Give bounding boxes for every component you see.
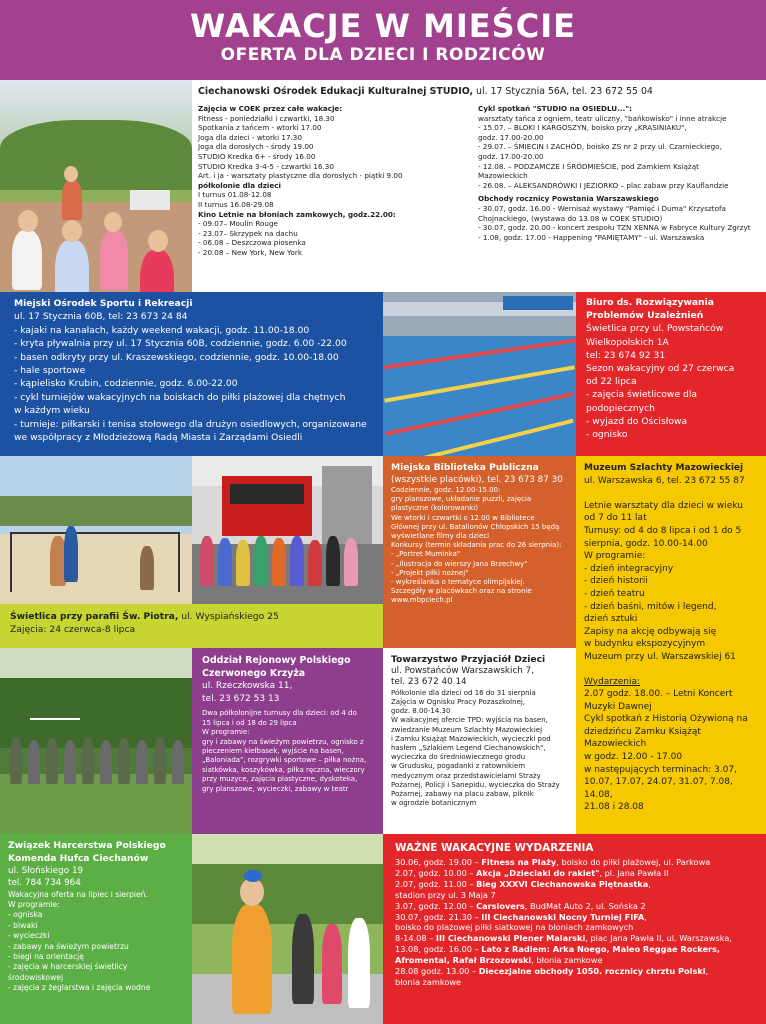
swietlica-header bbox=[10, 610, 375, 623]
event-item bbox=[395, 868, 760, 879]
obchody-list: - 30.07, godz. 16.00 - Wernisaż wystawy "Pamięć i Duma" Krzysztofa Chojnackiego, (wystawa do 13.08 w COEK STUDIO) - 30.07, godz. 20.00 - koncert zespołu TZN XENNA w Fabryce Kultury Zgrzyt - 1.08, godz. 17.00 - Happening "PAMIĘTAMY" - ul. Warszawska bbox=[478, 203, 751, 242]
swietlica-title: Świetlica przy parafii Św. Piotra, bbox=[10, 611, 179, 622]
event-item bbox=[395, 912, 760, 934]
zhp-list: Wakacyjna oferta na lipiec i sierpień. W programie: - ogniska - biwaki - wycieczki - zabawy na świeżym powietrzu - biegi na orientację - zajęcia w harcerskiej świetlicy środowiskowej - zajęcia z żeglarstwa i zajęcia wodne bbox=[8, 889, 151, 993]
event-date: 28.08 godz. 13.00 – bbox=[395, 966, 479, 977]
wazne-section bbox=[383, 834, 766, 1024]
studio-name: Ciechanowski Ośrodek Edukacji Kulturalnej STUDIO, bbox=[198, 86, 474, 97]
studio-header bbox=[198, 85, 758, 98]
pck-list: Dwa półkolonijne turnusy dla dzieci: od 4 do 15 lipca i od 18 do 29 lipca W programie: gry i zabawy na świeżym powietrzu, ognisko z pieczeniem kiełbasek, wyjście na basen, „Baloniada", rozgrywki sportowe – piłka nożna, siatkówka, koszykówka, piłka ręczna, wieczory przy muzyce, zajęcia plastyczne, dyskoteka, gry planszowe, wycieczki, zabawy w teatr bbox=[202, 709, 367, 793]
swietlica-dates: Zajęcia: 24 czerwca-8 lipca bbox=[10, 624, 136, 635]
kino-list: - 09.07– Moulin Rouge - 23.07– Skrzypek na dachu - 06.08 – Deszczowa piosenka - 20.08 – New York, New York bbox=[198, 219, 306, 257]
event-location: , boisko do plażowej piłki siatkowej na błoniach zamkowych bbox=[395, 911, 647, 933]
studio-classes-title: Zajęcia w COEK przez całe wakacje: bbox=[198, 104, 343, 113]
biblioteka-title: Miejska Biblioteka Publiczna bbox=[391, 462, 539, 473]
muzeum-title: Muzeum Szlachty Mazowieckiej bbox=[584, 463, 744, 473]
muzeum-list: ul. Warszawska 6, tel. 23 672 55 87 Letnie warsztaty dla dzieci w wieku od 7 do 11 lat Turnusy: od 4 do 8 lipca i od 1 do 5 sierpnia, godz. 10.00-14.00 W programie: - dzień integracyjny - dzień historii - dzień teatru - dzień baśni, mitów i legend, dzień sztuki Zapisy na akcję odbywają się w budynku ekspozycyjnym Muzeum przy ul. Warszawskiej 61 bbox=[584, 475, 745, 662]
polkolonie-title: półkolonie dla dzieci bbox=[198, 180, 281, 190]
zhp-title: Związek Harcerstwa Polskiego Komenda Hufca Ciechanów bbox=[8, 840, 166, 864]
obchody-title: Obchody rocznicy Powstania Warszawskiego bbox=[478, 194, 659, 204]
event-date: 2.07, godz. 11.00 – bbox=[395, 878, 477, 889]
pck-contact: ul. Rzeczkowska 11, tel. 23 672 53 13 bbox=[202, 681, 293, 704]
biuro-section bbox=[576, 292, 766, 456]
event-item bbox=[395, 933, 760, 944]
studio-right-column bbox=[478, 104, 762, 242]
event-date: 30.07, godz. 21.30 – bbox=[395, 911, 482, 922]
event-name: Bieg XXXVI Ciechanowska Piętnastka bbox=[476, 878, 649, 889]
sport-list: ul. 17 Stycznia 60B, tel: 23 673 24 84 - kajaki na kanałach, każdy weekend wakacji, godz. 11.00-18.00 - kryta pływalnia przy ul. 17 Stycznia 60B, codziennie, godz. 6.00 -22.00 - basen odkryty przy ul. Kraszewskiego, codziennie, godz. 10.00-18.00 - hale sportowe - kąpielisko Krubin, codziennie, godz. 6.00-22.00 - cykl turniejów wakacyjnych na boiskach do piłki plażowej dla chętnych w każdym wieku - turnieje: piłkarski i tenisa stołowego dla drużyn osiedlowych, organizowane we współpracy z Młodzieżową Radą Miasta i Zarządami Osiedli bbox=[14, 311, 367, 444]
event-location: , błonia zamkowe bbox=[531, 955, 603, 966]
kids-dancing-photo bbox=[0, 80, 192, 292]
zhp-contact: ul. Słońskiego 19 tel. 784 734 964 bbox=[8, 866, 84, 889]
scouts-photo bbox=[0, 648, 192, 834]
event-location: , błonia zamkowe bbox=[395, 966, 709, 987]
swimming-pool-photo bbox=[383, 292, 576, 456]
sport-title: Miejski Ośrodek Sportu i Rekreacji bbox=[14, 298, 193, 309]
osiedle-list: warsztaty tańca z ogniem, teatr uliczny, "bańkowisko" i inne atrakcje - 15.07. – BLOKI I KARGOSZYN, boisko przy „KRASINIAKU", godz. 17.00-20.00 - 29.07. – ŚMIECIN I ZACHÓD, boisko ZS nr 2 przy ul. Czarnieckiego, godz. 17.00-20.00 - 12.08. – PODZAMCZE I ŚRÓDMIEŚCIE, pod Zamkiem Książąt Mazowieckich - 26.08. – ALEKSANDRÓWKI I JEZIORKO – plac zabaw przy Kauflandzie bbox=[478, 113, 729, 190]
tpd-list: Półkolonie dla dzieci od 16 do 31 sierpnia Zajęcia w Ognisku Pracy Pozaszkolnej, godz. 8.00-14.30 W wakacyjnej ofercie TPD: wyjścia na basen, zwiedzanie Muzeum Szlachty Mazowieckiej i Zamku Książąt Mazowieckich, wycieczki pod hasłem „Szlakiem Legend Ciechanowskich", wycieczka do średniowiecznego grodu w Grudusku, pogadanki z ratownikiem medycznym oraz przedstawicielami Straży Pożarnej, Policji i Sanepidu, wycieczka do Straży Pożarnej, zabawy na placu zabaw, piknik w ogrodzie botanicznym bbox=[391, 688, 560, 808]
event-item bbox=[395, 879, 760, 901]
polkolonie-list: I turnus 01.08-12.08 II turnus 16.08-29.08 bbox=[198, 190, 274, 209]
event-location: , pl. Jana Pawła II bbox=[599, 867, 669, 878]
event-date: 2.07, godz. 10.00 – bbox=[395, 867, 477, 878]
pck-title: Oddział Rejonowy Polskiego Czerwonego Krzyża bbox=[202, 655, 351, 679]
event-name: Akcja „Dzieciaki do rakiet" bbox=[476, 867, 600, 878]
muzeum-events-title: Wydarzenia: bbox=[584, 676, 641, 687]
biblioteka-contact: (wszystkie placówki), tel. 23 673 87 30 bbox=[391, 475, 563, 485]
event-item bbox=[395, 944, 760, 966]
event-name: III Ciechanowski Plener Malarski bbox=[435, 933, 586, 944]
muzeum-events-list: 2.07 godz. 18.00. – Letni Koncert Muzyki Dawnej Cykl spotkań z Historią Ożywioną na dziedzińcu Zamku Książąt Mazowieckich w godz. 12.00 - 17.00 w następujących terminach: 3.07, 10.07, 17.07, 24.07, 31.07, 7.08, 14.08, 21.08 i 28.08 bbox=[584, 689, 748, 813]
event-location: , BudMat Auto 2, ul. Sońska 2 bbox=[524, 900, 646, 911]
swietlica-section bbox=[0, 604, 383, 648]
poster-subtitle: OFERTA DLA DZIECI I RODZICÓW bbox=[220, 45, 546, 65]
beach-volleyball-photo bbox=[0, 456, 192, 604]
event-date: 8-14.08 – bbox=[395, 933, 436, 944]
studio-address: ul. 17 Stycznia 56A, tel. 23 672 55 04 bbox=[473, 86, 653, 97]
event-date: 30.06, godz. 19.00 – bbox=[395, 857, 482, 867]
event-item bbox=[395, 901, 760, 912]
zhp-section bbox=[0, 834, 192, 1024]
event-date: 13.08, godz. 16.00 – bbox=[395, 944, 482, 955]
studio-left-column bbox=[198, 104, 478, 258]
event-location: , stadion przy ul. 3 Maja 7 bbox=[395, 878, 651, 900]
event-date: 3.07, godz. 12.00 – bbox=[395, 900, 477, 911]
biuro-list: Świetlica przy ul. Powstańców Wielkopolskich 1A tel: 23 674 92 31 Sezon wakacyjny od 27 czerwca od 22 lipca - zajęcia świetlicowe dla podopiecznych - wyjazd do Ościsłowa - ognisko bbox=[586, 323, 735, 441]
studio-section bbox=[192, 80, 766, 292]
biuro-title: Biuro ds. Rozwiązywania Problemów Uzależnień bbox=[586, 297, 714, 322]
pck-section bbox=[192, 648, 383, 834]
event-location: , boisko do piłki plażowej, ul. Parkowa bbox=[556, 857, 711, 867]
muzeum-section bbox=[576, 456, 766, 834]
wazne-title: WAŻNE WAKACYJNE WYDARZENIA bbox=[395, 842, 594, 854]
swietlica-address: ul. Wyspiańskiego 25 bbox=[178, 611, 279, 622]
event-name: Diecezjalne obchody 1050. rocznicy chrztu Polski bbox=[478, 966, 706, 977]
poster-title: WAKACJE W MIEŚCIE bbox=[190, 7, 576, 45]
biblioteka-list: Codziennie, godz. 12.00-15.00: gry planszowe, układanie puzzli, zajęcia plastyczne (kolorowanki) We wtorki i czwartki o 12.00 w Bibliotece Głównej przy ul. Batalionów Chłopskich 15 będą wyświetlane filmy dla dzieci Konkursy (termin składania prac do 26 sierpnia): - „Portret Muminka" - „Ilustracja do wierszy Jana Brzechwy" - „Projekt piłki nożnej" - wykreślanka o tematyce olimpijskiej. Szczegóły w placówkach oraz na stronie www.mbpciech.pl bbox=[391, 486, 562, 605]
event-item bbox=[395, 857, 760, 868]
poster-header bbox=[0, 0, 766, 80]
event-location: , plac Jana Pawła II, ul. Warszawska, bbox=[585, 933, 732, 944]
tpd-section bbox=[383, 648, 576, 834]
event-name: III Ciechanowski Nocny Turniej FIFA bbox=[481, 911, 645, 922]
fire-station-photo bbox=[192, 456, 383, 604]
kino-title: Kino Letnie na błoniach zamkowych, godz.22.00: bbox=[198, 209, 396, 219]
tpd-contact: ul. Powstańców Warszawskich 7, tel. 23 672 40 14 bbox=[391, 666, 535, 688]
osiedle-title: Cykl spotkań "STUDIO na OSIEDLU...": bbox=[478, 104, 632, 113]
studio-classes-list: Fitness - poniedziałki i czwartki, 18.30 Spotkania z tańcem - wtorki 17.00 Joga dla dzieci - wtorki 17.30 Joga dla dorosłych - środy 19.00 STUDIO Kredka 6+ - środy 16.00 STUDIO Kredka 3-4-5 - czwartki 16.30 Art. i ja - warsztaty plastyczne dla dorosłych - piątki 9.00 bbox=[198, 113, 403, 181]
clown-photo bbox=[192, 834, 383, 1024]
sport-section bbox=[0, 292, 383, 456]
event-name: Lato z Radiem: Arka Noego, Maleo Reggae Rockers, Afromental, Rafał Brzozowski bbox=[395, 944, 721, 966]
wazne-events-list bbox=[395, 857, 760, 988]
event-name: Carslovers bbox=[476, 900, 525, 911]
event-item bbox=[395, 966, 760, 988]
tpd-title: Towarzystwo Przyjaciół Dzieci bbox=[391, 654, 546, 665]
biblioteka-section bbox=[383, 456, 576, 648]
event-name: Fitness na Plaży bbox=[481, 857, 557, 867]
